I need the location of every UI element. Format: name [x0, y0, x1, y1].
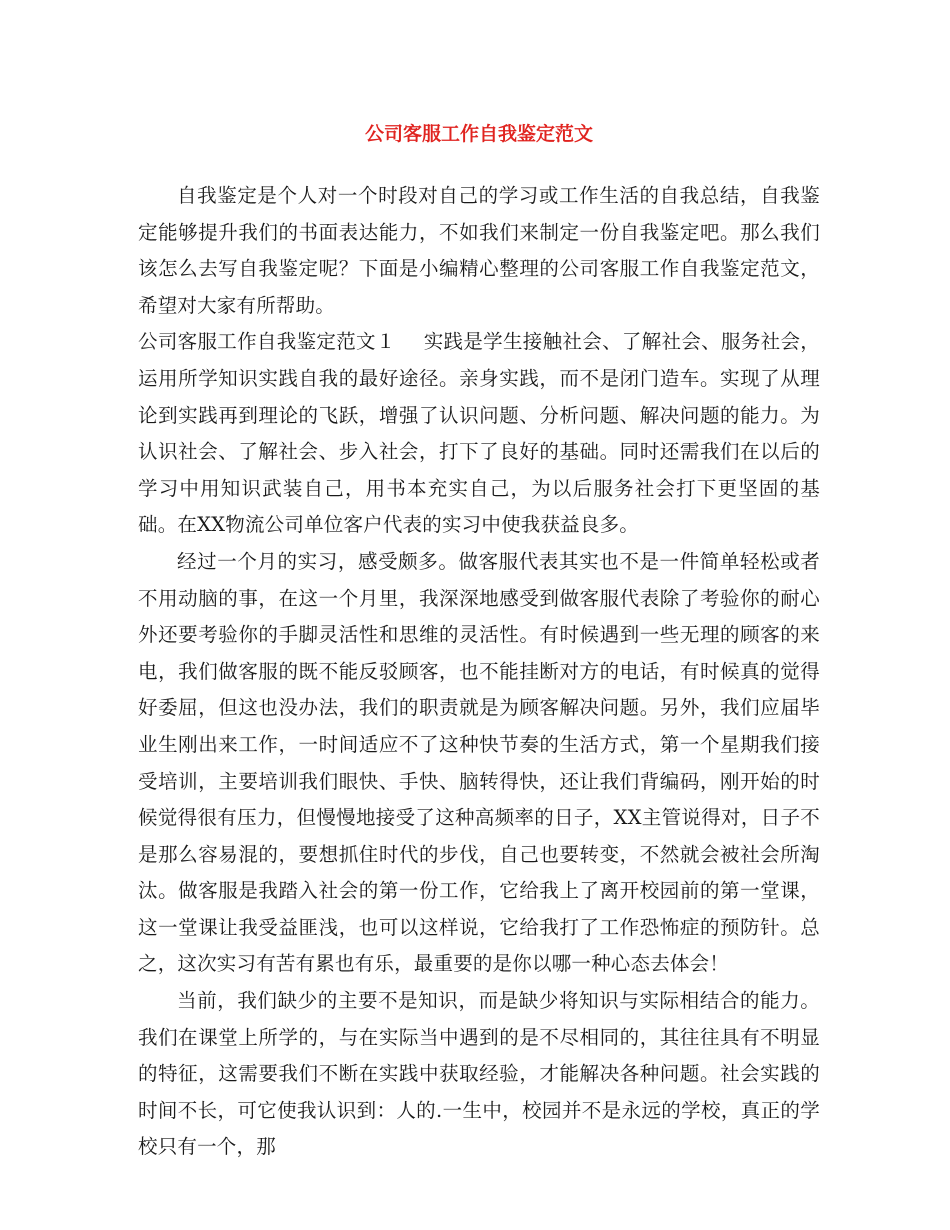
document-title: 公司客服工作自我鉴定范文 — [364, 123, 593, 145]
intro-paragraph: 自我鉴定是个人对一个时段对自己的学习或工作生活的自我总结，自我鉴定能够提升我们的书面表达能力，不如我们来制定一份自我鉴定吧。那么我们该怎么去写自我鉴定呢？下面是小编精心整理的公司客服工作自我鉴定范文，希望对大家有所帮助。 — [138, 184, 820, 317]
section1-heading: 公司客服工作自我鉴定范文１ — [138, 330, 396, 354]
document-page — [138, 118, 820, 1166]
body-paragraph-2: 经过一个月的实习，感受颇多。做客服代表其实也不是一件简单轻松或者不用动脑的事，在这一个月里，我深深地感受到做客服代表除了考验你的耐心外还要考验你的手脚灵活性和思维的灵活性。有时候遇到一些无理的顾客的来电，我们做客服的既不能反驳顾客，也不能挂断对方的电话，有时候真的觉得好委屈，但这也没办法，我们的职责就是为顾客解决问题。另外，我们应届毕业生刚出来工作，一时间适应不了这种快节奏的生活方式，第一个星期我们接受培训，主要培训我们眼快、手快、脑转得快，还让我们背编码，刚开始的时候觉得很有压力，但慢慢地接受了这种高频率的日子，XX主管说得对，日子不是那么容易混的，要想抓住时代的步伐，自己也要转变，不然就会被社会所淘汰。做客服是我踏入社会的第一份工作，它给我上了离开校园前的第一堂课，这一堂课让我受益匪浅，也可以这样说，它给我打了工作恐怖症的预防针。总之，这次实习有苦有累也有乐，最重要的是你以哪一种心态去体会！ — [138, 549, 820, 976]
section1-text: 实践是学生接触社会、了解社会、服务社会，运用所学知识实践自我的最好途径。亲身实践，而不是闭门造车。实现了从理论到实践再到理论的飞跃，增强了认识问题、分析问题、解决问题的能力。为认识社会、了解社会、步入社会，打下了良好的基础。同时还需我们在以后的学习中用知识武装自己，用书本充实自己，为以后服务社会打下更坚固的基础。在XX物流公司单位客户代表的实习中使我获益良多。 — [138, 330, 820, 537]
section1-paragraph — [138, 324, 820, 544]
body-paragraph-3: 当前，我们缺少的主要不是知识，而是缺少将知识与实际相结合的能力。我们在课堂上所学的，与在实际当中遇到的是不尽相同的，其往往具有不明显的特征，这需要我们不断在实践中获取经验，才能解决各种问题。社会实践的时间不长，可它使我认识到：人的.一生中，校园并不是永远的学校，真正的学校只有一个，那 — [138, 989, 820, 1159]
